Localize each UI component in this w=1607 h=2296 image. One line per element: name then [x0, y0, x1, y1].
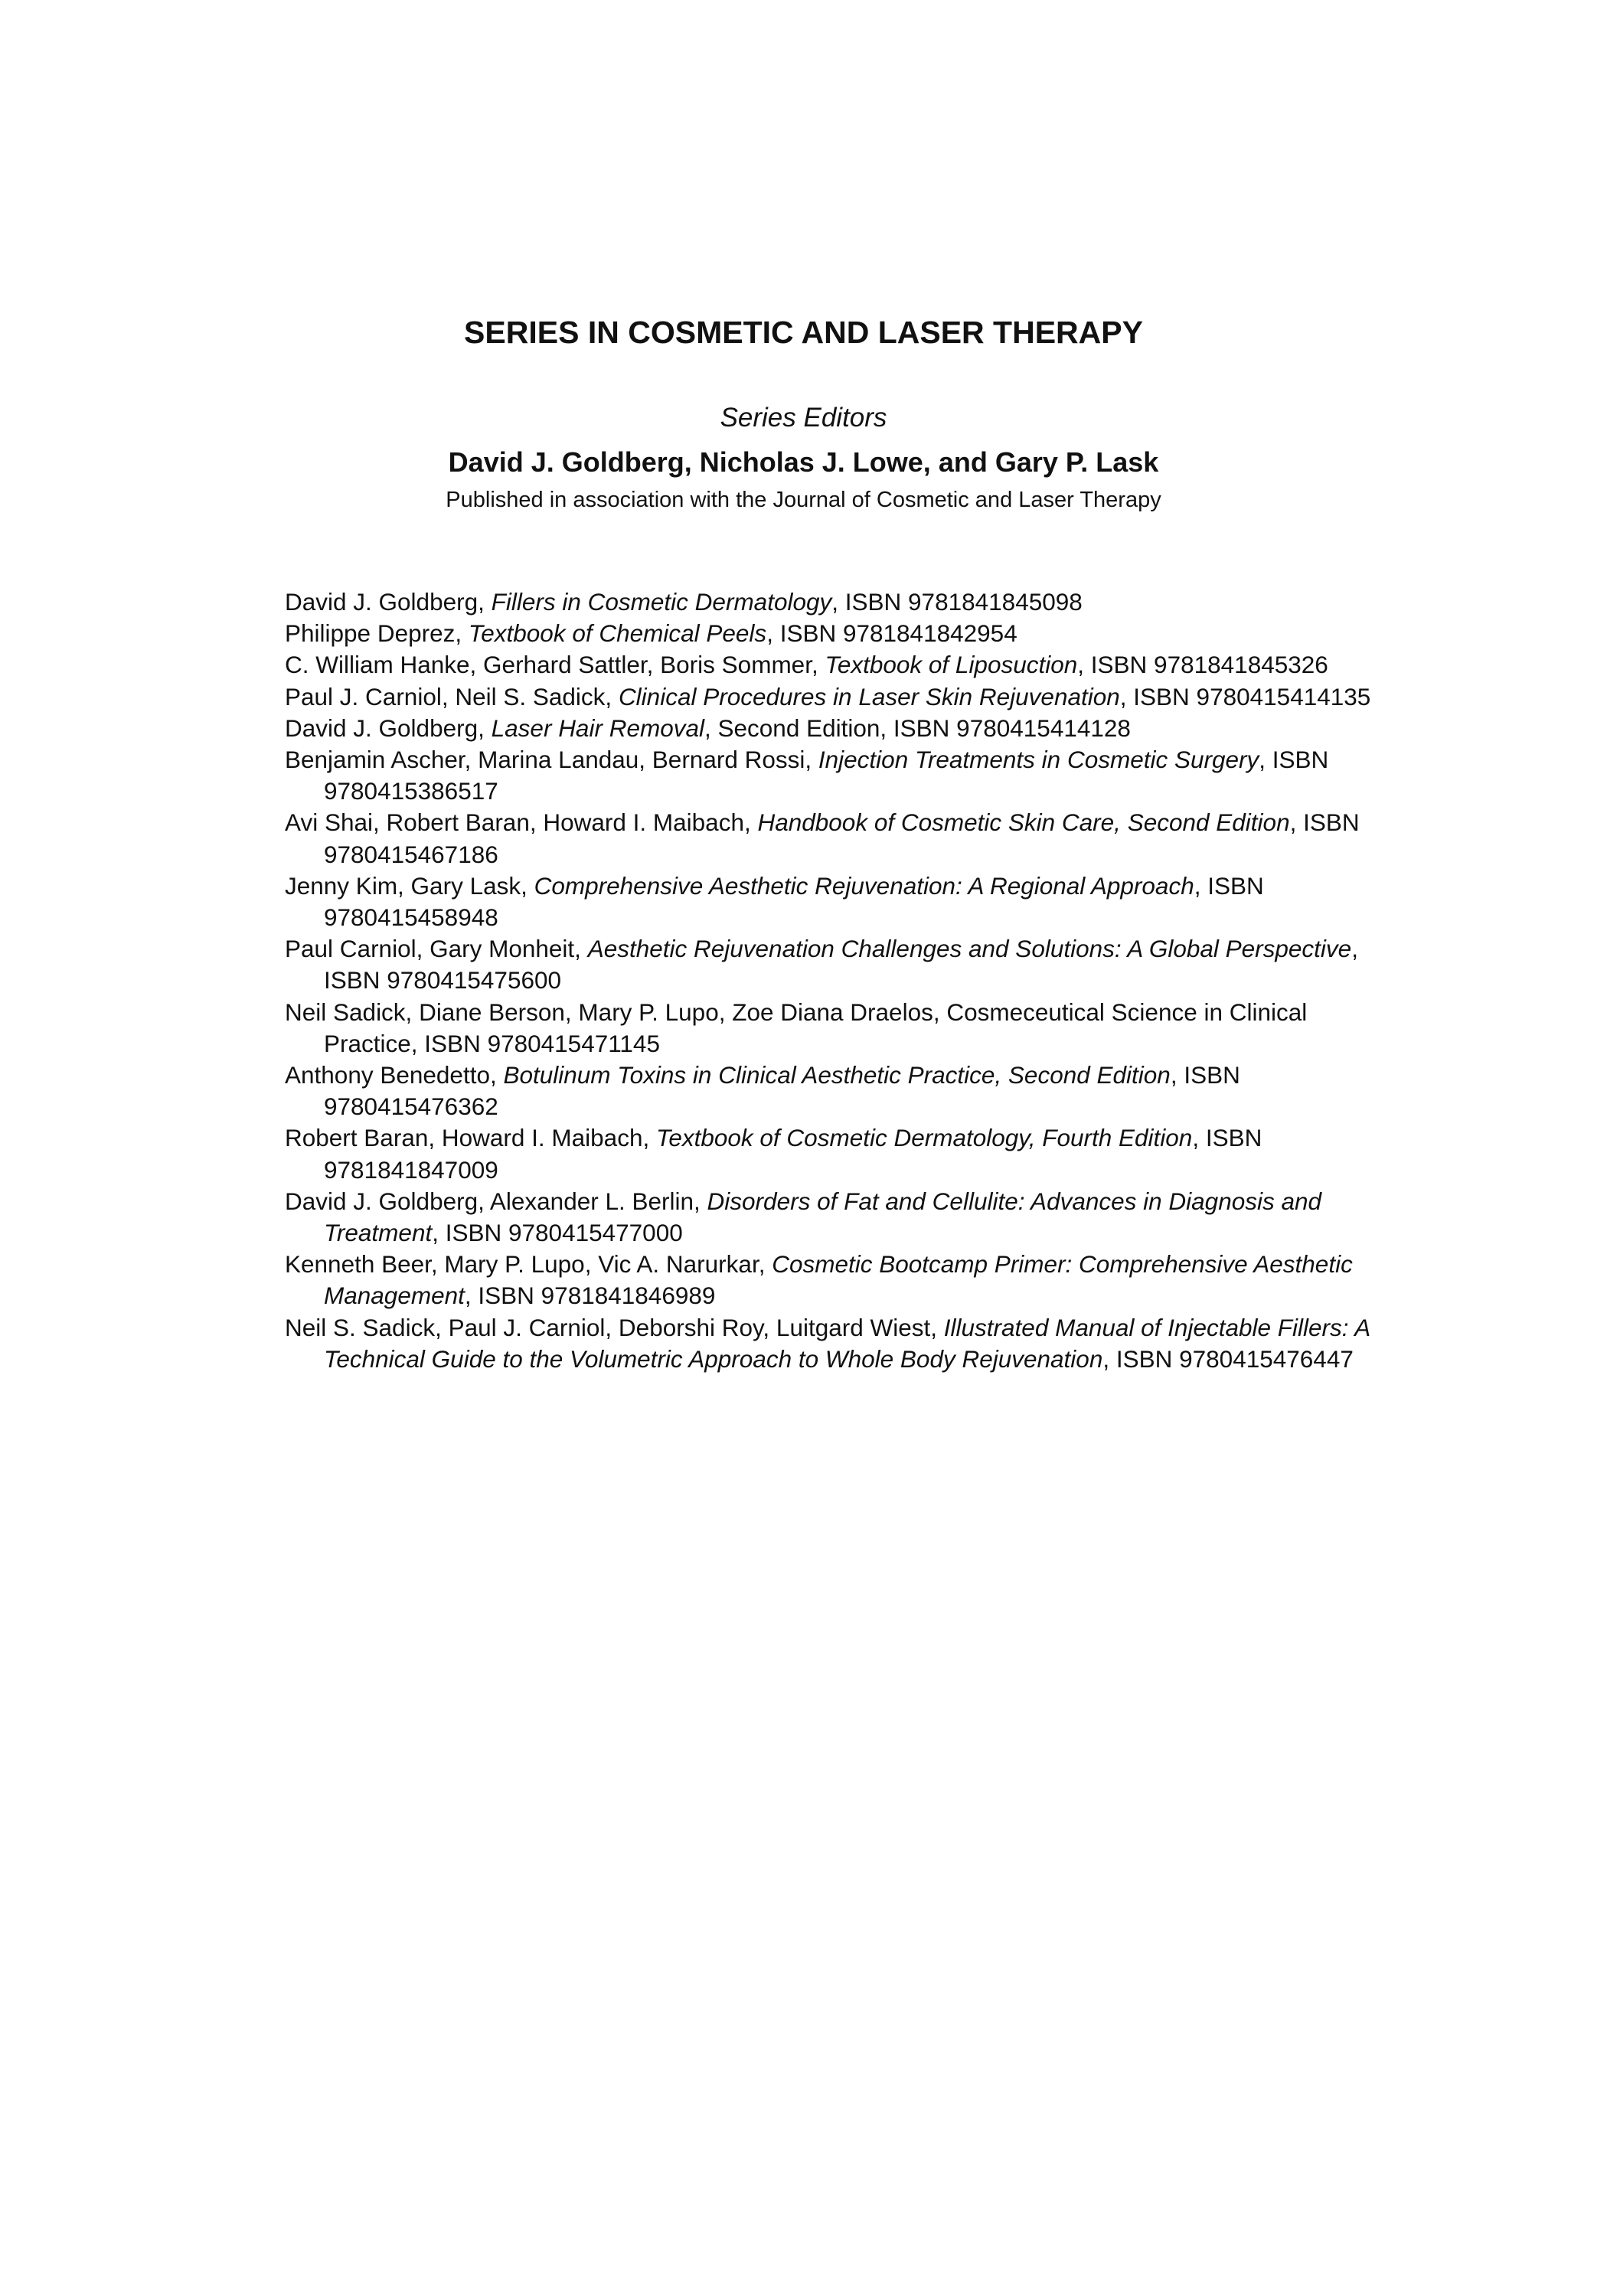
- book-authors: Neil S. Sadick, Paul J. Carniol, Deborshi Roy, Luitgard Wiest,: [285, 1313, 944, 1341]
- book-authors: Paul J. Carniol, Neil S. Sadick,: [285, 682, 619, 710]
- book-isbn: , ISBN 9780415476362: [324, 1061, 1240, 1121]
- book-isbn: , ISBN 9780415476447: [1102, 1344, 1354, 1373]
- book-authors: Avi Shai, Robert Baran, Howard I. Maibach,: [285, 808, 758, 837]
- book-isbn: , ISBN 9781841845098: [831, 588, 1083, 616]
- book-isbn: , ISBN 9781841842954: [766, 619, 1017, 648]
- book-entry: [285, 681, 1387, 713]
- book-isbn: , Second Edition, ISBN 9780415414128: [704, 714, 1131, 742]
- book-isbn: , ISBN 9781841845326: [1077, 651, 1328, 679]
- book-isbn: , ISBN 9780415414135: [1119, 682, 1371, 710]
- book-authors: Anthony Benedetto,: [285, 1061, 504, 1089]
- book-isbn: , ISBN 9780415477000: [432, 1219, 683, 1247]
- book-isbn: , ISBN 9781841847009: [324, 1124, 1262, 1184]
- book-authors: Philippe Deprez,: [285, 619, 469, 648]
- series-editors-names: David J. Goldberg, Nicholas J. Lowe, and Gary P. Lask: [448, 446, 1159, 478]
- book-authors: Robert Baran, Howard I. Maibach,: [285, 1124, 656, 1152]
- book-title: Textbook of Cosmetic Dermatology, Fourth Edition: [655, 1124, 1193, 1152]
- book-entry: [285, 933, 1387, 996]
- book-entry: [285, 1186, 1387, 1249]
- association-note: Published in association with the Journal of Cosmetic and Laser Therapy: [446, 488, 1161, 512]
- book-entry: [285, 1122, 1387, 1185]
- book-title: Cosmetic Bootcamp Primer: Comprehensive Aesthetic Management: [324, 1250, 1353, 1310]
- book-entry: [285, 649, 1387, 681]
- series-editors-label: Series Editors: [720, 403, 887, 433]
- series-title: SERIES IN COSMETIC AND LASER THERAPY: [464, 315, 1143, 350]
- book-authors: C. William Hanke, Gerhard Sattler, Boris Sommer,: [285, 651, 825, 679]
- book-entry: [285, 618, 1387, 649]
- book-authors: Kenneth Beer, Mary P. Lupo, Vic A. Narurkar,: [285, 1250, 772, 1279]
- book-entry: [285, 807, 1387, 870]
- book-isbn: , ISBN 9781841846989: [464, 1282, 716, 1310]
- book-title: Comprehensive Aesthetic Rejuvenation: A Regional Approach: [534, 871, 1194, 900]
- book-entry: [285, 870, 1387, 933]
- book-title: Disorders of Fat and Cellulite: Advances in Diagnosis and Treatment: [324, 1187, 1322, 1247]
- book-title: Injection Treatments in Cosmetic Surgery: [818, 746, 1259, 774]
- book-isbn: , ISBN 9780415458948: [324, 871, 1264, 932]
- book-authors: David J. Goldberg,: [285, 714, 492, 742]
- book-authors: David J. Goldberg,: [285, 588, 492, 616]
- book-isbn: , ISBN 9780415475600: [324, 935, 1358, 994]
- book-isbn: , ISBN 9780415386517: [324, 746, 1329, 805]
- book-entry: [285, 997, 1387, 1060]
- book-entry: [285, 1060, 1387, 1122]
- book-title: Clinical Procedures in Laser Skin Rejuvenation: [618, 682, 1120, 710]
- book-title: Illustrated Manual of Injectable Fillers: A Technical Guide to the Volumetric Approach to Whole Body Rejuvenation: [324, 1313, 1370, 1373]
- book-entry: [285, 1249, 1387, 1311]
- book-authors: Benjamin Ascher, Marina Landau, Bernard Rossi,: [285, 746, 818, 774]
- book-title: Aesthetic Rejuvenation Challenges and Solutions: A Global Perspective: [587, 935, 1352, 963]
- book-authors: David J. Goldberg, Alexander L. Berlin,: [285, 1187, 707, 1215]
- book-entry: [285, 586, 1387, 618]
- book-authors: Jenny Kim, Gary Lask,: [285, 871, 534, 900]
- book-title: Laser Hair Removal: [491, 714, 704, 742]
- book-entry: [285, 744, 1387, 807]
- book-list: [285, 586, 1387, 1375]
- book-title: Handbook of Cosmetic Skin Care, Second Edition: [757, 808, 1290, 837]
- book-title: Fillers in Cosmetic Dermatology: [491, 588, 832, 616]
- book-title: Textbook of Liposuction: [825, 651, 1078, 679]
- book-title: Botulinum Toxins in Clinical Aesthetic Practice, Second Edition: [503, 1061, 1171, 1089]
- book-isbn: , ISBN 9780415467186: [324, 808, 1360, 868]
- book-entry: [285, 713, 1387, 744]
- book-authors: Neil Sadick, Diane Berson, Mary P. Lupo, Zoe Diana Draelos, Cosmeceutical Science in Clinical Practice, ISBN 9780415471145: [285, 998, 1308, 1057]
- book-authors: Paul Carniol, Gary Monheit,: [285, 935, 588, 963]
- book-entry: [285, 1312, 1387, 1375]
- book-title: Textbook of Chemical Peels: [468, 619, 767, 648]
